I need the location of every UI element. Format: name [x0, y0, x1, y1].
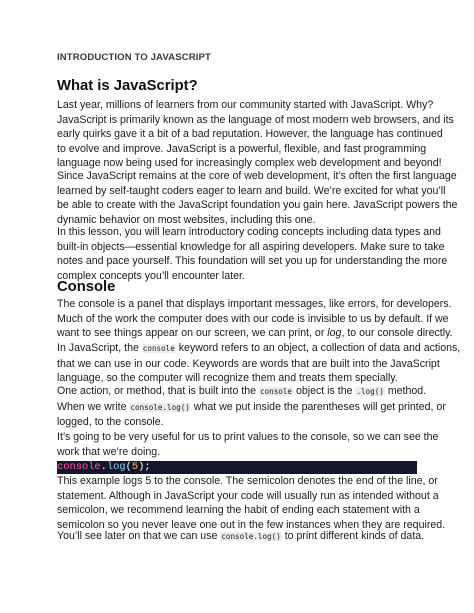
code-token-number: 5: [131, 461, 139, 473]
code-token-function: log: [106, 461, 126, 473]
paragraph-log-method: [57, 384, 446, 430]
inline-code: console: [142, 344, 175, 353]
inline-code: console.log(): [130, 402, 190, 412]
text-line: early quirks gave it a bit of a bad reputation. However, the language has continued: [57, 128, 443, 141]
text-line: JavaScript is primarily known as the language of most modern web browsers, and its: [57, 113, 454, 126]
text-line: In JavaScript, the console keyword refers to an object, a collection of data and actions,: [57, 342, 461, 354]
text-line: Much of the work the computer does with our code is invisible to us by default. If we: [57, 312, 449, 325]
paragraph-later: [57, 529, 425, 545]
text-line: You’ll see later on that we can use console.log() to print different kinds of data.: [57, 530, 425, 542]
text-line: complex concepts you’ll encounter later.: [57, 269, 245, 282]
code-token-dot: .: [100, 461, 107, 473]
text-line: dynamic behavior on most websites, including this one.: [57, 213, 316, 226]
paragraph-console-keyword: [57, 341, 461, 386]
paragraph-lesson-overview: [57, 225, 448, 283]
text-line: language, so the computer will recognize them and treats them specially.: [57, 372, 398, 385]
text-line: want to see things appear on our screen, we can print, or log, to our console directly.: [57, 327, 453, 340]
text-line: learned by self-taught coders eager to learn and build. We’re excited for what you’ll: [57, 184, 446, 197]
text-line: One action, or method, that is built into the console object is the .log() method.: [57, 385, 427, 397]
text-line: statement. Although in JavaScript your code will usually run as intended without a: [57, 489, 439, 502]
text-line: logged, to the console.: [57, 416, 164, 429]
text-line: Last year, millions of learners from our community started with JavaScript. Why?: [57, 99, 434, 111]
text-line: It’s going to be very useful for us to print values to the console, so we can see the: [57, 431, 439, 443]
text-line: In this lesson, you will learn introductory coding concepts including data types and: [57, 226, 441, 238]
inline-code: .log(): [356, 387, 384, 396]
code-token-close: );: [138, 461, 151, 473]
code-token-open-paren: (: [125, 461, 132, 473]
text-line: that we can use in our code. Keywords are words that are built into the JavaScript: [57, 357, 440, 370]
paragraph-intro: [57, 98, 454, 171]
text-line: Since JavaScript remains at the core of web development, it’s often the first language: [57, 170, 457, 182]
emphasis-log: log: [327, 327, 342, 340]
text-line: language now being used for increasingly complex web development and beyond!: [57, 157, 442, 170]
inline-code: console.log(): [221, 532, 281, 541]
paragraph-core-of-web: [57, 169, 458, 227]
text-line: semicolon so you never leave one out in the few instances when they are required.: [57, 518, 446, 531]
paragraph-print-values: [57, 430, 439, 459]
text-line: notes and pace yourself. This foundation will set you up for understanding the more: [57, 255, 448, 268]
section-heading-what-is-javascript: What is JavaScript?: [57, 78, 198, 94]
text-line: The console is a panel that displays important messages, like errors, for developers.: [57, 298, 452, 310]
text-line: When we write console.log() what we put inside the parentheses will get printed, or: [57, 400, 446, 413]
text-line: to evolve and improve. JavaScript is a powerful, flexible, and fast programming: [57, 142, 427, 155]
text-line: be able to create with the JavaScript foundation you gain here. JavaScript powers the: [57, 199, 458, 212]
code-block-console-log: [57, 461, 417, 474]
code-token-object: console: [57, 461, 101, 473]
text-line: semicolon, we recommend learning the habit of ending each statement with a: [57, 504, 420, 517]
section-heading-console: Console: [57, 279, 116, 295]
inline-code: console: [260, 387, 293, 396]
lesson-kicker: INTRODUCTION TO JAVASCRIPT: [57, 52, 211, 63]
paragraph-console-intro: [57, 297, 453, 341]
text-line: built-in objects—essential knowledge for all aspiring developers. Make sure to take: [57, 240, 445, 253]
paragraph-semicolon: [57, 474, 446, 532]
text-line: This example logs 5 to the console. The semicolon denotes the end of the line, or: [57, 475, 438, 487]
text-line: work that we’re doing.: [57, 445, 161, 458]
